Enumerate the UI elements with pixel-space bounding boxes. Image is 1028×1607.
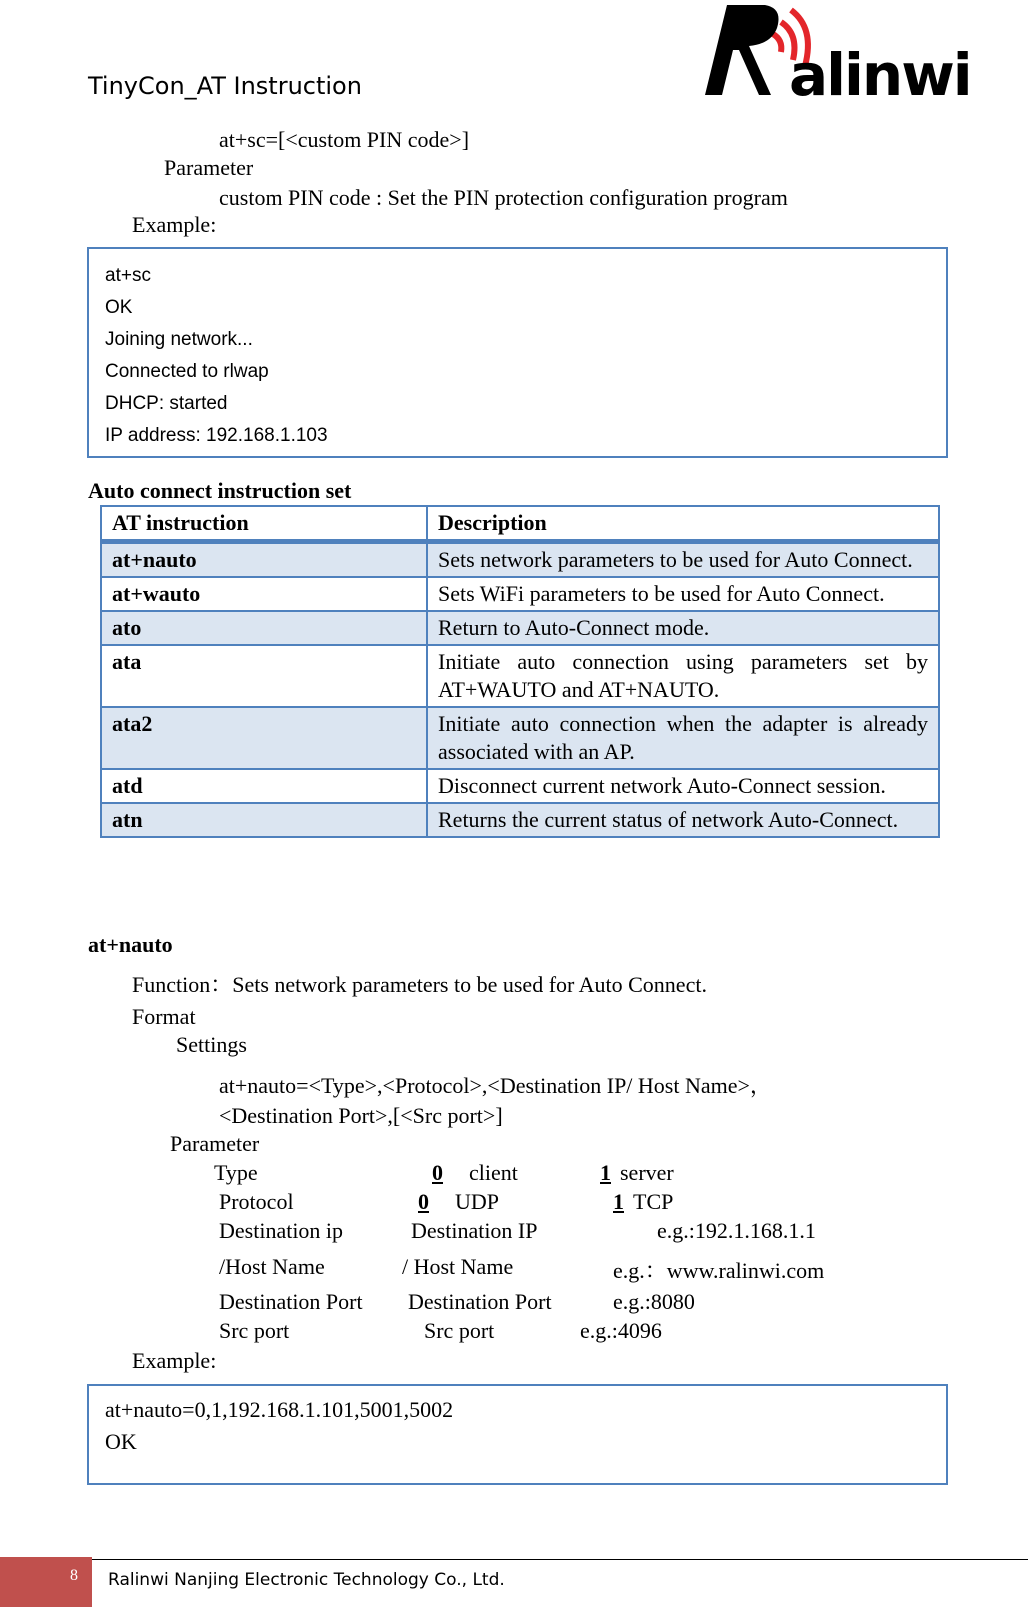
sc-example-box: [87, 247, 948, 458]
param-dport-example: e.g.:8080: [613, 1289, 695, 1314]
ralinwi-logo: [705, 0, 971, 109]
table-cell-cmd: ato: [101, 611, 427, 645]
table-cell-cmd: atn: [101, 803, 427, 837]
param-sport-label: Src port: [219, 1318, 290, 1343]
page-header-title: TinyCon_AT Instruction: [88, 72, 362, 100]
table-cell-cmd: at+wauto: [101, 577, 427, 611]
footer-divider: [92, 1559, 1028, 1560]
nauto-parameter-label: Parameter: [170, 1131, 260, 1156]
code-line: OK: [105, 1429, 137, 1454]
param-protocol-value-0: 0: [418, 1189, 429, 1214]
nauto-example-label: Example:: [132, 1348, 217, 1373]
table-header-instruction: AT instruction: [101, 506, 427, 542]
table-cell-cmd: ata2: [101, 707, 427, 769]
table-row: [101, 542, 939, 578]
page-number: 8: [70, 1567, 78, 1584]
code-line: IP address: 192.168.1.103: [105, 425, 328, 446]
param-dport-desc: Destination Port: [408, 1289, 552, 1314]
table-header-row: [101, 506, 939, 542]
param-type-label: Type: [214, 1160, 258, 1185]
code-line: at+nauto=0,1,192.168.1.101,5001,5002: [105, 1397, 454, 1422]
table-row: [101, 645, 939, 707]
nauto-syntax-line2: <Destination Port>,[<Src port>]: [219, 1103, 503, 1128]
param-host-example: e.g.：www.ralinwi.com: [613, 1258, 825, 1283]
table-cell-desc: Sets network parameters to be used for Auto Connect.: [427, 542, 939, 578]
param-dport-label: Destination Port: [219, 1289, 363, 1314]
code-line: Connected to rlwap: [105, 361, 269, 382]
sc-example-label: Example:: [132, 212, 217, 237]
param-destination-desc: Destination IP: [411, 1218, 538, 1243]
param-host-label: /Host Name: [219, 1254, 325, 1279]
table-cell-desc: Return to Auto-Connect mode.: [427, 611, 939, 645]
param-protocol-label: Protocol: [219, 1189, 294, 1214]
page-number-block: [0, 1557, 92, 1607]
param-type-value-0: 0: [432, 1160, 443, 1185]
table-cell-desc: Sets WiFi parameters to be used for Auto Connect.: [427, 577, 939, 611]
sc-syntax: at+sc=[<custom PIN code>]: [219, 127, 470, 152]
code-line: Joining network...: [105, 329, 253, 350]
svg-text:alinwi: alinwi: [789, 41, 971, 109]
table-cell-cmd: at+nauto: [101, 542, 427, 578]
param-type-text-0: client: [469, 1160, 518, 1185]
param-type-text-1: server: [620, 1160, 674, 1185]
table-cell-cmd: ata: [101, 645, 427, 707]
code-line: at+sc: [105, 265, 151, 286]
nauto-syntax-line1: at+nauto=<Type>,<Protocol>,<Destination IP/ Host Name>，: [219, 1073, 772, 1098]
param-sport-example: e.g.:4096: [580, 1318, 662, 1343]
footer-company: Ralinwi Nanjing Electronic Technology Co., Ltd.: [108, 1570, 505, 1590]
nauto-function: Function：Sets network parameters to be used for Auto Connect.: [132, 972, 707, 997]
nauto-example-box: [87, 1384, 948, 1485]
table-cell-cmd: atd: [101, 769, 427, 803]
sc-parameter-label: Parameter: [164, 155, 254, 180]
param-destination-example: e.g.:192.1.168.1.1: [657, 1218, 816, 1243]
param-type-value-1: 1: [600, 1160, 611, 1185]
param-destination-label: Destination ip: [219, 1218, 344, 1243]
nauto-settings-label: Settings: [176, 1032, 247, 1057]
table-cell-desc: Initiate auto connection using parameters set by AT+WAUTO and AT+NAUTO.: [427, 645, 939, 707]
auto-connect-table: [100, 505, 940, 838]
table-row: [101, 611, 939, 645]
table-row: [101, 707, 939, 769]
param-protocol-text-1: TCP: [633, 1189, 674, 1214]
nauto-format-label: Format: [132, 1004, 196, 1029]
sc-parameter-desc: custom PIN code : Set the PIN protection configuration program: [219, 185, 788, 210]
nauto-title: at+nauto: [88, 932, 173, 957]
table-cell-desc: Returns the current status of network Auto-Connect.: [427, 803, 939, 837]
param-host-desc: / Host Name: [402, 1254, 514, 1279]
table-header-description: Description: [427, 506, 939, 542]
table-cell-desc: Disconnect current network Auto-Connect session.: [427, 769, 939, 803]
param-protocol-value-1: 1: [613, 1189, 624, 1214]
table-row: [101, 769, 939, 803]
table-row: [101, 577, 939, 611]
code-line: OK: [105, 297, 133, 318]
section-title: Auto connect instruction set: [88, 478, 352, 503]
param-sport-desc: Src port: [424, 1318, 495, 1343]
table-cell-desc: Initiate auto connection when the adapter is already associated with an AP.: [427, 707, 939, 769]
table-row: [101, 803, 939, 837]
param-protocol-text-0: UDP: [455, 1189, 500, 1214]
code-line: DHCP: started: [105, 393, 228, 414]
